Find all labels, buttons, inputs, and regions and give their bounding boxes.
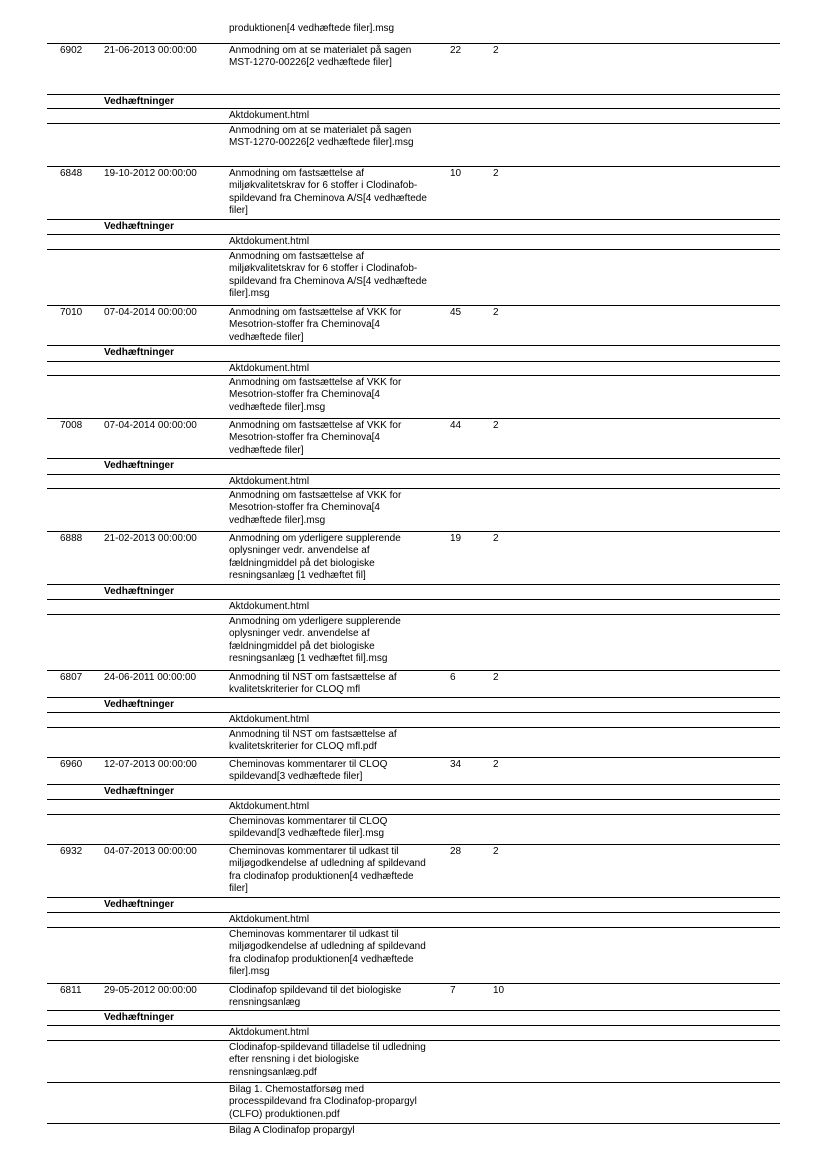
attachment-name: Aktdokument.html — [229, 714, 310, 725]
attachments-label: Vedhæftninger — [104, 460, 175, 471]
record-title: Anmodning om yderligere supplerende oplysninger vedr. anvendelse af fældningmiddel på det biologiske resningsanlæg [1 vedhæftet fil] — [229, 533, 404, 582]
attachment-name: Aktdokument.html — [229, 914, 310, 925]
attachment-name: Aktdokument.html — [229, 110, 310, 121]
attachments-label: Vedhæftninger — [104, 786, 175, 797]
record-pages: 6 — [450, 672, 456, 683]
attachment-row — [47, 234, 780, 249]
document-page — [47, 23, 780, 1136]
attachment-name: Clodinafop-spildevand tilladelse til udledning efter rensning i det biologiske rensningsanlæg.pdf — [229, 1042, 429, 1078]
record-count: 2 — [493, 846, 499, 857]
attachment-row — [47, 799, 780, 814]
continued-attachment-text: produktionen[4 vedhæftede filer].msg — [229, 23, 395, 34]
attachments-label: Vedhæftninger — [104, 899, 175, 910]
attachment-row — [47, 927, 780, 979]
attachments-header-row — [47, 784, 780, 799]
record-date: 21-02-2013 00:00:00 — [104, 533, 197, 544]
record-id: 6888 — [60, 533, 83, 544]
attachment-name: Anmodning om yderligere supplerende oplysninger vedr. anvendelse af fældningmiddel på det biologiske resningsanlæg [1 vedhæftet fil].msg — [229, 616, 404, 665]
record-row — [47, 305, 780, 345]
attachment-name: Aktdokument.html — [229, 1027, 310, 1038]
record-pages: 45 — [450, 307, 462, 318]
record-id: 6811 — [60, 985, 82, 996]
attachment-row — [47, 123, 780, 163]
record-row — [47, 670, 780, 697]
record-date: 19-10-2012 00:00:00 — [104, 168, 197, 179]
record-title: Clodinafop spildevand til det biologiske rensningsanlæg — [229, 985, 405, 1009]
attachment-row — [47, 912, 780, 927]
attachment-name: Aktdokument.html — [229, 601, 310, 612]
record-id: 6848 — [60, 168, 83, 179]
attachment-name: Aktdokument.html — [229, 363, 310, 374]
record-date: 21-06-2013 00:00:00 — [104, 45, 197, 56]
attachments-header-row — [47, 897, 780, 912]
record-date: 12-07-2013 00:00:00 — [104, 759, 197, 770]
attachments-header-row — [47, 458, 780, 473]
attachment-row — [47, 249, 780, 301]
record-row — [47, 983, 780, 1010]
attachment-row — [47, 488, 780, 528]
attachment-name: Anmodning til NST om fastsættelse af kvalitetskriterier for CLOQ mfl.pdf — [229, 729, 400, 753]
attachment-row — [47, 614, 780, 666]
record-count: 2 — [493, 420, 499, 431]
record-count: 2 — [493, 759, 499, 770]
record-pages: 34 — [450, 759, 462, 770]
record-title: Anmodning til NST om fastsættelse af kvalitetskriterier for CLOQ mfl — [229, 672, 400, 696]
attachment-row — [47, 814, 780, 842]
record-count: 2 — [493, 307, 499, 318]
record-date: 04-07-2013 00:00:00 — [104, 846, 197, 857]
record-count: 2 — [493, 45, 499, 56]
attachment-row — [47, 1123, 780, 1143]
record-id: 7010 — [60, 307, 83, 318]
attachment-name: Aktdokument.html — [229, 801, 310, 812]
attachment-row — [47, 599, 780, 614]
record-count: 2 — [493, 168, 499, 179]
attachment-name: Anmodning om fastsættelse af VKK for Mesotrion-stoffer fra Cheminova[4 vedhæftede filer].msg — [229, 490, 405, 526]
attachment-row — [47, 712, 780, 727]
attachments-header-row — [47, 584, 780, 599]
attachments-header-row — [47, 345, 780, 360]
record-row — [47, 43, 780, 94]
record-title: Anmodning om at se materialet på sagen MST-1270-00226[2 vedhæftede filer] — [229, 45, 415, 69]
attachments-label: Vedhæftninger — [104, 96, 175, 107]
record-pages: 10 — [450, 168, 462, 179]
record-pages: 19 — [450, 533, 462, 544]
record-title: Anmodning om fastsættelse af VKK for Mesotrion-stoffer fra Cheminova[4 vedhæftede filer] — [229, 420, 405, 456]
attachment-row — [47, 108, 780, 123]
attachment-row — [47, 1082, 780, 1122]
attachments-label: Vedhæftninger — [104, 221, 175, 232]
record-count: 2 — [493, 672, 499, 683]
attachment-row — [47, 727, 780, 755]
attachments-label: Vedhæftninger — [104, 347, 175, 358]
attachments-header-row — [47, 1010, 780, 1025]
attachment-name: Bilag 1. Chemostatforsøg med processpildevand fra Clodinafop-propargyl (CLFO) produktionen.pdf — [229, 1084, 420, 1120]
record-title: Anmodning om fastsættelse af miljøkvalitetskrav for 6 stoffer i Clodinafob-spildevand fra Cheminova A/S[4 vedhæftede filer] — [229, 168, 430, 217]
record-row — [47, 418, 780, 458]
record-date: 07-04-2014 00:00:00 — [104, 420, 197, 431]
record-pages: 7 — [450, 985, 456, 996]
attachment-name: Anmodning om fastsættelse af VKK for Mesotrion-stoffer fra Cheminova[4 vedhæftede filer].msg — [229, 377, 405, 413]
attachments-header-row — [47, 94, 780, 109]
record-title: Anmodning om fastsættelse af VKK for Mesotrion-stoffer fra Cheminova[4 vedhæftede filer] — [229, 307, 405, 343]
attachment-name: Cheminovas kommentarer til udkast til miljøgodkendelse af udledning af spildevand fra clodinafop produktionen[4 vedhæftede filer].msg — [229, 929, 429, 978]
record-count: 10 — [493, 985, 505, 996]
attachments-label: Vedhæftninger — [104, 1012, 175, 1023]
record-row — [47, 757, 780, 784]
attachments-label: Vedhæftninger — [104, 699, 175, 710]
record-row — [47, 166, 780, 219]
record-id: 7008 — [60, 420, 83, 431]
record-title: Cheminovas kommentarer til udkast til miljøgodkendelse af udledning af spildevand fra clodinafop produktionen[4 vedhæftede filer] — [229, 846, 429, 895]
record-row — [47, 844, 780, 897]
attachment-row — [47, 375, 780, 415]
attachments-label: Vedhæftninger — [104, 586, 175, 597]
record-pages: 22 — [450, 45, 462, 56]
attachments-header-row — [47, 219, 780, 234]
record-date: 24-06-2011 00:00:00 — [104, 672, 197, 683]
record-pages: 28 — [450, 846, 462, 857]
record-id: 6932 — [60, 846, 83, 857]
record-date: 29-05-2012 00:00:00 — [104, 985, 197, 996]
attachment-name: Anmodning om fastsættelse af miljøkvalitetskrav for 6 stoffer i Clodinafob-spildevand fra Cheminova A/S[4 vedhæftede filer].msg — [229, 251, 430, 300]
attachments-header-row — [47, 697, 780, 712]
attachment-name-partial: Bilag A Clodinafop propargyl — [229, 1125, 355, 1136]
record-id: 6807 — [60, 672, 83, 683]
record-id: 6902 — [60, 45, 83, 56]
attachment-name: Cheminovas kommentarer til CLOQ spildevand[3 vedhæftede filer].msg — [229, 816, 391, 840]
record-row — [47, 531, 780, 584]
record-title: Cheminovas kommentarer til CLOQ spildevand[3 vedhæftede filer] — [229, 759, 391, 783]
attachment-name: Anmodning om at se materialet på sagen MST-1270-00226[2 vedhæftede filer].msg — [229, 125, 415, 149]
record-pages: 44 — [450, 420, 462, 431]
attachment-name: Aktdokument.html — [229, 476, 310, 487]
attachment-name: Aktdokument.html — [229, 236, 310, 247]
record-count: 2 — [493, 533, 499, 544]
record-date: 07-04-2014 00:00:00 — [104, 307, 197, 318]
attachment-row — [47, 1025, 780, 1040]
record-id: 6960 — [60, 759, 83, 770]
